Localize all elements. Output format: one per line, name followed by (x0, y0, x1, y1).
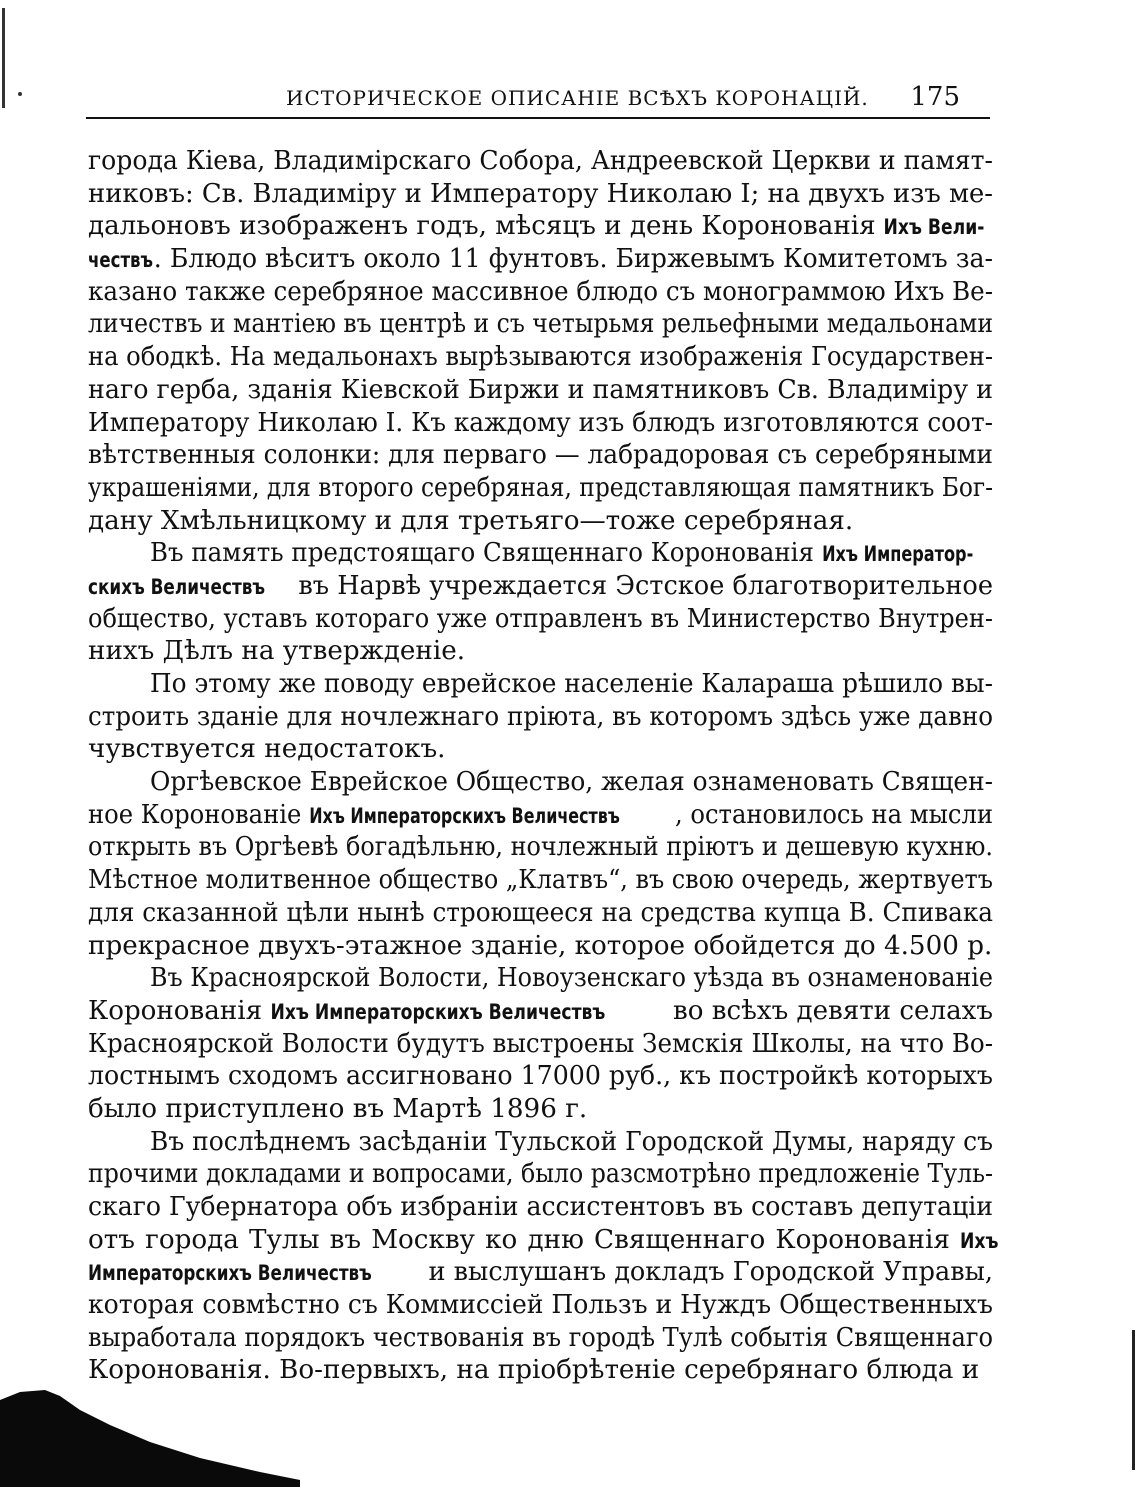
running-title: ИСТОРИЧЕСКОЕ ОПИСАНІЕ ВСѢХЪ КОРОНАЦІЙ. (286, 86, 869, 110)
text-line (88, 1191, 993, 1224)
text-run: дану Хмѣльницкому и для третьяго—тоже серебряная. (88, 505, 854, 536)
text-run: казано также серебряное массивное блюдо съ монограммою Ихъ Ве- (88, 276, 993, 307)
text-run: которая совмѣстно съ Коммиссіей Пользъ и Нуждъ Общественныхъ (88, 1290, 993, 1321)
text-run: прекрасное двухъ-этажное зданіе, которое обойдется до 4.500 р. (88, 930, 993, 961)
text-line (88, 962, 993, 995)
text-line (88, 864, 993, 897)
text-run: лостнымъ сходомъ ассигновано 17000 руб., къ постройкѣ которыхъ (88, 1061, 993, 1092)
text-line (88, 733, 993, 766)
bold-emphasis: Ихъ Императорскихъ Величествъ (309, 803, 620, 828)
text-run: во всѣхъ девяти селахъ (664, 995, 993, 1026)
text-run: на ободкѣ. На медальонахъ вырѣзываются изображенія Государствен- (88, 342, 993, 373)
text-line (88, 1322, 993, 1355)
text-line (88, 308, 993, 341)
text-run: Императору Николаю I. Къ каждому изъ блюдъ изготовляются соот- (88, 407, 993, 438)
text-line (88, 1289, 993, 1322)
text-run: наго герба, зданія Кіевской Биржи и памятниковъ Св. Владиміру и (88, 374, 993, 405)
text-line (88, 1126, 993, 1159)
paragraph (88, 537, 993, 668)
text-run: украшеніями, для второго серебряная, представляющая памятникъ Бог- (88, 472, 993, 503)
paragraph (88, 668, 993, 766)
text-line (88, 1060, 993, 1093)
text-line (88, 1158, 993, 1191)
text-run: открыть въ Оргѣевѣ богадѣльню, ночлежный пріютъ и дешевую кухню. (88, 832, 993, 863)
text-run: въ Нарвѣ учреждается Эстское благотворительное (290, 570, 993, 601)
text-run: общество, уставъ котораго уже отправленъ въ Министерство Внутрен- (88, 603, 993, 634)
text-run: . Блюдо вѣситъ около 11 фунтовъ. Биржевымъ Комитетомъ за- (153, 244, 994, 275)
text-run: Въ послѣднемъ засѣданіи Тульской Городской Думы, наряду съ (150, 1126, 993, 1157)
header-rule (86, 117, 990, 119)
text-line (88, 1028, 993, 1061)
text-line (88, 243, 993, 276)
text-run: чувствуется недостатокъ. (88, 734, 446, 765)
text-run: строить зданіе для ночлежнаго пріюта, въ которомъ здѣсь уже давно (88, 701, 993, 732)
bold-emphasis: Ихъ Император- (821, 542, 973, 567)
text-line (88, 374, 993, 407)
bold-emphasis: чествъ (88, 248, 154, 273)
text-run: для сказанной цѣли нынѣ строющееся на средства купца В. Спивака (88, 897, 993, 928)
text-line (88, 570, 993, 603)
text-line (88, 472, 993, 505)
text-line (88, 1256, 993, 1289)
text-run: нихъ Дѣлъ на утвержденіе. (88, 636, 466, 667)
text-line (88, 407, 993, 440)
text-line (88, 766, 993, 799)
text-line (88, 799, 993, 832)
text-line (88, 537, 993, 570)
text-line (88, 668, 993, 701)
running-header (86, 82, 990, 116)
text-line (88, 701, 993, 734)
text-line (88, 1093, 993, 1126)
text-run: отъ города Тулы въ Москву ко дню Священнаго Коронованія (88, 1224, 961, 1255)
text-run: и выслушанъ докладъ Городской Управы, (420, 1257, 993, 1288)
bold-emphasis: скихъ Величествъ (88, 574, 266, 599)
text-run: Коронованія (88, 995, 271, 1026)
scan-edge-mark (2, 8, 5, 108)
text-run: Красноярской Волости будутъ выстроены Земскія Школы, на что Во- (88, 1028, 993, 1059)
text-run: никовъ: Св. Владиміру и Императору Николаю I; на двухъ изъ ме- (88, 178, 993, 209)
page-number: 175 (910, 82, 960, 112)
text-run: было приступлено въ Мартѣ 1896 г. (88, 1093, 588, 1124)
bold-emphasis: Императорскихъ Величествъ (88, 1261, 372, 1286)
text-run: дальоновъ изображенъ годъ, мѣсяцъ и день Коронованія (88, 211, 884, 242)
text-run: Коронованія. Во-первыхъ, на пріобрѣтеніе серебрянаго блюда и (88, 1355, 980, 1386)
text-run: выработала порядокъ чествованія въ городѣ Тулѣ событія Священнаго (88, 1322, 993, 1353)
text-line (88, 178, 993, 211)
text-line (88, 603, 993, 636)
paragraph (88, 766, 993, 962)
text-line (88, 831, 993, 864)
text-run: Оргѣевское Еврейское Общество, желая ознаменовать Священ- (150, 767, 993, 798)
text-line (88, 210, 993, 243)
text-line (88, 145, 993, 178)
text-line (88, 505, 993, 538)
paragraph (88, 145, 993, 537)
paragraph (88, 1126, 999, 1388)
text-run: ное Коронованіе (88, 799, 310, 830)
text-run: города Кіева, Владимірскаго Собора, Андреевской Церкви и памят- (88, 146, 993, 176)
text-run: Въ память предстоящаго Священнаго Коронованія (150, 538, 822, 569)
bold-emphasis: Ихъ Императорскихъ Величествъ (270, 999, 606, 1024)
text-run: По этому же поводу еврейское населеніе Калараша рѣшило вы- (150, 669, 993, 699)
text-run: Въ Красноярской Волости, Новоузенскаго уѣзда въ ознаменованіе (150, 963, 993, 994)
text-run: вѣтственныя солонки: для перваго — лабрадоровая съ серебряными (88, 440, 993, 471)
text-line (88, 995, 993, 1028)
text-run: , остановилось на мысли (674, 799, 993, 830)
text-run: Мѣстное молитвенное общество „Клатвъ“, въ свою очередь, жертвуетъ (88, 865, 993, 896)
text-line (88, 276, 993, 309)
text-run: скаго Губернатора объ избраніи ассистентовъ въ составъ депутаціи (88, 1192, 993, 1222)
text-line (88, 439, 993, 472)
scan-edge-mark-right (1132, 1330, 1135, 1470)
scan-shadow-blot (0, 1380, 300, 1487)
text-run: личествъ и мантіею въ центрѣ и съ четырьмя рельефными медальонами (88, 309, 993, 340)
scan-speck (18, 92, 22, 96)
text-line (88, 1224, 999, 1257)
bold-emphasis: Ихъ (960, 1228, 999, 1253)
bold-emphasis: Ихъ Вели- (883, 215, 985, 240)
text-line (88, 341, 993, 374)
text-run: прочими докладами и вопросами, было разсмотрѣно предложеніе Туль- (88, 1159, 993, 1190)
text-line (88, 635, 993, 668)
paragraph (88, 962, 993, 1125)
body-text (88, 145, 999, 1387)
text-line (88, 897, 993, 930)
text-line (88, 930, 993, 963)
